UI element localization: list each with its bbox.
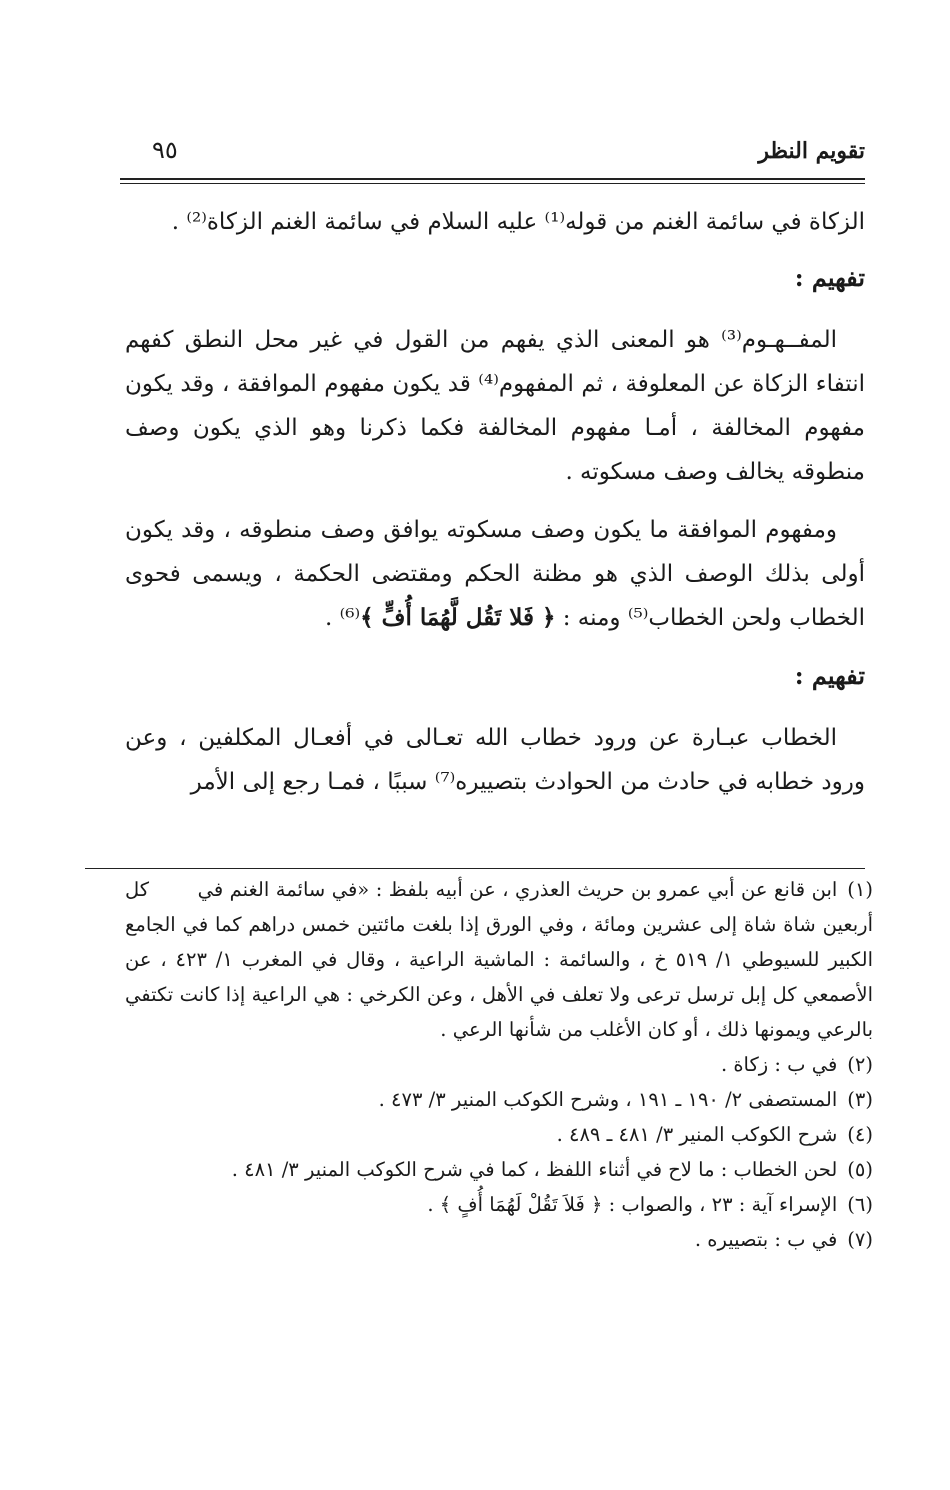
footnote-number: (١)	[847, 878, 873, 901]
header-rule	[120, 178, 865, 184]
footnote-text: لحن الخطاب : ما لاح في أثناء اللفظ ، كما في شرح الكوكب المنير ٣/ ٤٨١ .	[231, 1158, 838, 1181]
paragraph-mafhum: المفــهـوم⁽³⁾ هو المعنى الذي يفهم من القول في غير محل النطق كفهم انتفاء الزكاة عن المعلوفة ، ثم المفهوم⁽⁴⁾ قد يكون مفهوم الموافقة ، وقد يكون مفهوم المخالفة ، أمـا مفهوم المخالفة فكما ذكرنا وهو الذي يكون وصف منطوقه يخالف وصف مسكوته .	[125, 327, 865, 485]
footnote-number: (٣)	[847, 1088, 873, 1111]
footnote	[125, 1152, 873, 1187]
footnote-text: في ب : زكاة .	[720, 1053, 838, 1076]
footnote-text: ابن قانع عن أبي عمرو بن حريث العذري ، عن أبيه بلفظ : «في سائمة الغنم في	[197, 878, 838, 901]
section-heading: تفهيم :	[794, 263, 865, 292]
section-heading: تفهيم :	[794, 661, 865, 690]
footnote-number: (٤)	[847, 1123, 873, 1146]
footnote-text: شرح الكوكب المنير ٣/ ٤٨١ ـ ٤٨٩ .	[556, 1123, 838, 1146]
running-title: تقويم النظر	[758, 138, 865, 164]
footnote-text: في ب : بتصييره .	[694, 1228, 838, 1251]
footnote	[125, 1082, 873, 1117]
footnote-number: (٧)	[847, 1228, 873, 1251]
paragraph-muwafaqa	[125, 508, 865, 640]
paragraph-muwafaqa-end: ⁽⁶⁾ .	[324, 605, 361, 631]
paragraph-khitab: الخطاب عبـارة عن ورود خطاب الله تعـالى في أفعـال المكلفين ، وعن ورود خطابه في حادث من الحوادث بتصييره⁽⁷⁾ سببًا ، فمـا رجع إلى الأمر	[125, 725, 865, 795]
footnote-rule	[85, 868, 865, 869]
footnote-number: (٥)	[847, 1158, 873, 1181]
footnote-text: المستصفى ٢/ ١٩٠ ـ ١٩١ ، وشرح الكوكب المنير ٣/ ٤٧٣ .	[378, 1088, 838, 1111]
footnotes	[125, 872, 873, 1257]
footnote-text: الإسراء آية : ٢٣ ، والصواب : ﴿ فَلاَ تَقُلْ لَهُمَا أُفٍ ﴾ .	[427, 1193, 838, 1216]
footnote-number: (٢)	[847, 1053, 873, 1076]
footnote	[125, 1187, 873, 1222]
footnote	[125, 1047, 873, 1082]
main-text	[125, 200, 865, 818]
page-number: ٩٥	[152, 136, 178, 164]
footnote	[125, 872, 873, 1047]
continuation-line: الزكاة في سائمة الغنم من قوله⁽¹⁾ عليه السلام في سائمة الغنم الزكاة⁽²⁾ .	[171, 209, 865, 235]
footnote	[125, 1117, 873, 1152]
footnote-number: (٦)	[847, 1193, 873, 1216]
footnote-text-continued: كل أربعين شاة شاة إلى عشرين ومائة ، وفي الورق إذا بلغت مائتين خمس دراهم كما في الجامع الكبير للسيوطي ١/ ٥١٩ خ ، والسائمة : الماشية الراعية ، وقال في المغرب ١/ ٤٢٣ ، عن الأصمعي كل إبل ترسل ترعى ولا تعلف في الأهل ، وعن الكرخي : هي الراعية إذا كانت تكتفي بالرعي ويمونها ذلك ، أو كان الأغلب من شأنها الرعي .	[125, 878, 873, 1041]
footnote	[125, 1222, 873, 1257]
quran-verse: ﴿ فَلا تَقُل لَّهُمَا أُفٍّ ﴾	[360, 604, 556, 631]
page-header	[120, 128, 865, 172]
paragraph-muwafaqa-text: ومفهوم الموافقة ما يكون وصف مسكوته يوافق وصف منطوقه ، وقد يكون أولى بذلك الوصف الذي هو مظنة الحكم ومقتضى الحكمة ، ويسمى فحوى الخطاب ولحن الخطاب⁽⁵⁾ ومنه :	[125, 517, 865, 631]
